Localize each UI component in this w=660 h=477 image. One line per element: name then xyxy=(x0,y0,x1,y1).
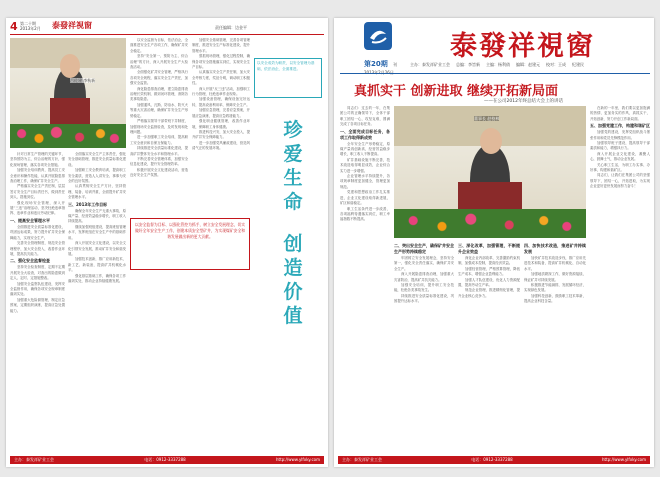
staff-sponsor: 主办：泰发祥矿业工会 xyxy=(410,62,450,67)
sub-headline: ——在公司2012年终总结大会上的讲话 xyxy=(484,99,563,104)
main-headline: 真抓实干 创新进取 继续开拓新局面 xyxy=(354,84,559,99)
logo xyxy=(364,22,392,50)
page-sub: 第二十期 xyxy=(20,21,36,26)
left-col2-text: 全面落实安全生产主体责任，强化安全基础管理，推进安全质量标准化建设。 加强职工安全教育培训，提高职工安全素质，营造人人讲安全、事事为安全的良好氛围。 认真贯彻安全生产方针，坚持管理、装备、培训并重，全面提升矿井安全管理水平。 三、2013年工作目标 确保全年安全生产无重大事故，原煤产量、经营效益稳步增长，职工收入持续提高。 继续加强班组建设，提高班组管理水平，发挥班组在安全生产中的基础作用。 深入开展安全文化建设，以安全文化引领安全发展，推动矿井安全和谐发展。 加强技术创新，推广应用新技术、新工艺、新装备，提高矿井机械化水平。 强化基层基础工作，确保各项工作落到实处，推动企业持续健康发展。 xyxy=(68,152,126,283)
right-photo-caption: 董事长 赵校林 xyxy=(474,116,500,121)
left-footer xyxy=(10,456,324,464)
right-col5-text: 在新的一年里，我们要以更加饱满的热情、更加务实的作风，真抓实干，开拓创新，努力开创工作新局面。 五、加强党建工作，构建和谐矿区 加强党的建设，发挥党组织战斗堡垒作用和党员先锋模范作用。 加强领导班子建设，提高领导干部素质和能力，增强执行力。 深入开展企业文化建设，凝聚人心，鼓舞士气，推动企业发展。 关心职工生活，为职工办实事、办好事，构建和谐矿区。 同志们，让我们在集团公司的坚强领导下，团结一心，开拓进取，为实现企业更好更快发展而努力奋斗！ xyxy=(590,106,650,189)
left-editor: 责任编辑：边金平 xyxy=(215,25,247,30)
left-masthead: 泰發祥視窗 xyxy=(52,20,92,30)
left-col3-text: 以安全监督为目标，依法治企，全面推进安全生产各项工作，确保矿井安全稳定。 坚持“安全第一、预防为主、综合治理”的方针，深入开展安全生产大检查活动。 全面强化矿井安全管理，严格执行各项安全规程，落实安全生产责任，加强安全监管。 深化隐患排查治理，建立隐患排查治理长效机制，做到闭环管理，消除各类事故隐患。 加强通风、瓦斯、防治水、防灭火等重大灾害治理，确保矿井安全生产形势稳定。 严格落实领导干部带班下井制度，加强现场安全监督检查，及时发现和处理问题。 进一步加强职工安全培训，提高职工安全意识和自保互保能力。 持续推进安全质量标准化建设，提高矿井整体安全水平和管理水平。 不断完善安全管理体系，加强安全信息化建设，提升安全管理效率。 积极开展安全文化建设活动，营造良好安全生产氛围。 xyxy=(130,38,188,178)
slogan-char-6: 造 xyxy=(283,257,303,279)
quote-text: 以安全监督为目标、以强化管控为抓手，树立安全发展理念，切实做好全年安全生产工作，创建本质安全型矿井，为实现煤矿安全和谐发展做出新的更大贡献。 xyxy=(134,222,246,239)
left-footer-url: http://www.ylfxky.com xyxy=(275,457,320,462)
slogan-char-7: 价 xyxy=(283,281,303,303)
right-footer-sponsor: 主办：泰发祥矿业工会 xyxy=(342,457,382,462)
logo-icon xyxy=(364,22,392,50)
left-col4-text: 加强安全基础管理，完善各项管理制度，推进安全生产标准化建设，提升管理水平。 狠抓现场管理，强化过程控制，确保各项安全措施落实到位，实现安全生产目标。 认真落实安全生产责任制，加大安全考核力度，奖惩分明，调动职工积极性。 深入开展“反三违”活动，加强职工行为管理，杜绝违章作业现象。 加强设备管理，确保设备完好运转，提高设备利用率，保障安全生产。 加强应急管理，完善应急预案，开展应急演练，提高应急救援能力。 强化职业健康管理，改善作业环境，保障职工身体健康。 推进科技兴安，加大安全投入，提升矿井安全保障能力。 进一步加强党风廉政建设，营造风清气正的发展环境。 xyxy=(192,38,250,151)
right-masthead: 泰發祥視窗 xyxy=(450,31,595,62)
issue-box xyxy=(364,51,408,75)
section-head-5: 五、加强党建工作，构建和谐矿区 xyxy=(590,123,650,129)
section-head-2: 二、突出安全生产，确保矿井安全生产形势持续稳定 xyxy=(394,243,454,254)
slogan-char-2: 爱 xyxy=(283,143,303,165)
headline-box-left xyxy=(254,58,322,98)
slogan-char-8: 值 xyxy=(283,305,303,327)
section-head-1: 一、全面完成目标任务，各项工作取得新成效 xyxy=(340,128,390,140)
issue-weekday: 刊 xyxy=(392,62,397,67)
staff-line xyxy=(410,62,650,70)
vertical-slogan xyxy=(274,118,314,418)
left-page xyxy=(6,18,328,467)
section-head-3: 三、深化改革，加强管理，不断提升企业效益 xyxy=(458,243,520,254)
left-col1-text: 针对日常生产管理的关键环节，坚持预防为主、综合治理的方针，强化现场管理，落实各项安全措施。 加强安全培训教育，提高员工安全意识和操作技能，认真开展隐患排查治理工作，确保矿井安全生产。 严格落实安全生产责任制，层层签订安全生产目标责任书，做到责任到人、措施到位。 强化现场安全管理，深入开展“三违”治理活动，坚决杜绝违章指挥、违章作业和违反劳动纪律。 一、提高安全管理水平 全面推进安全质量标准化建设，巩固达标成果，努力提升矿井安全保障能力，实现安全生产。 完善安全管理制度，规范安全管理程序，加大安全投入，改善作业环境，提高抗灾能力。 二、强化安全监督检查 坚持安全检查制度，定期不定期开展安全大检查，对查出的隐患做到定人、定时、定措施整改。 加强安全监察队伍建设，发挥安全监督作用，确保各项安全规章制度落到实处。 加强重大危险源管理，制定应急预案，定期组织演练，提高应急处置能力。 xyxy=(10,152,65,313)
left-header xyxy=(10,20,324,35)
staff-chief: 总编：李旨新 xyxy=(456,62,480,67)
staff-contact: 编辑：赵建元 xyxy=(516,62,540,67)
right-page xyxy=(334,18,654,467)
right-photo xyxy=(394,106,586,238)
slogan-char-4: 命 xyxy=(283,191,303,213)
right-footer-url: http://www.ylfxky.com xyxy=(601,457,646,462)
section-head-4: 四、加快技术改造，推进矿井持续发展 xyxy=(524,243,586,254)
issue-number: 第20期 xyxy=(364,60,388,68)
right-footer-phone: 电话：0912-3337288 xyxy=(471,457,513,462)
slogan-char-1: 珍 xyxy=(283,119,303,141)
headline-box-text: 以安全成效为职责，以安全管理为基础，依法治企，全面推进。 xyxy=(257,61,315,71)
right-col1-text: 同志们：过去的一年，在集团公司的正确领导下，全体干部职工团结一心，攻坚克难，圆满完成了各项目标任务。 一、全面完成目标任务，各项工作取得新成效 全年安全生产形势稳定，原煤产量再创新高，经营效益稳步增长，职工收入不断提高。 矿井基础设施不断完善，技术改造取得明显成效，企业综合实力进一步增强。 企业管理水平持续提升，各项规章制度更加健全，管理更加规范。 党建和思想政治工作扎实推进，企业文化建设取得新进展，矿区和谐稳定。 职工生活条件进一步改善，各项福利待遇落实到位，职工幸福指数不断提高。 xyxy=(340,106,390,222)
page-date: 2013年2月 xyxy=(20,26,41,31)
right-col4-text: 四、加快技术改造，推进矿井持续发展 加快矿井技术改造步伐，推广应用先进技术和装备，提高矿井机械化、自动化水平。 加强地质勘探工作，做好资源接续，保证矿井可持续发展。 积极推进节能减排，发展循环经济，实现绿色发展。 加强科技创新，鼓励职工技术革新，提高企业科技含量。 xyxy=(524,243,586,304)
staff-layout: 纪建民 xyxy=(572,62,584,67)
right-col2-text: 二、突出安全生产，确保矿井安全生产形势持续稳定 牢固树立安全发展理念，坚持安全第一，强化安全责任落实，确保矿井安全生产。 深入开展隐患排查治理，加强重大灾害防治，提高矿井抗灾能力。 加强安全培训，提升职工安全技能，杜绝各类事故发生。 持续推进安全质量标准化建设，巩固提升达标水平。 xyxy=(394,243,454,304)
slogan-char-5: 创 xyxy=(283,233,303,255)
staff-proof: 校对：王成 xyxy=(546,62,566,67)
slogan-char-3: 生 xyxy=(283,167,303,189)
right-col3-text: 三、深化改革，加强管理，不断提升企业效益 深化企业内部改革，完善激励约束机制，加强成本控制，提高经济效益。 加强经营管理，严格预算管理，降低生产成本，增强企业盈利能力。 加强人才队伍建设，优化人力资源配置，提高劳动生产率。 规范企业管理，推进精细化管理，提升企业核心竞争力。 xyxy=(458,243,520,298)
left-photo xyxy=(10,38,126,148)
photo1-caption: 吕佐建 李秋新 xyxy=(70,78,96,83)
left-footer-sponsor: 主办：泰发祥矿业工会 xyxy=(14,457,54,462)
staff-editor: 主编：杨利倩 xyxy=(486,62,510,67)
left-footer-phone: 电话：0912-3337288 xyxy=(144,457,186,462)
page-number: 4 xyxy=(10,20,18,33)
right-footer xyxy=(338,456,650,464)
